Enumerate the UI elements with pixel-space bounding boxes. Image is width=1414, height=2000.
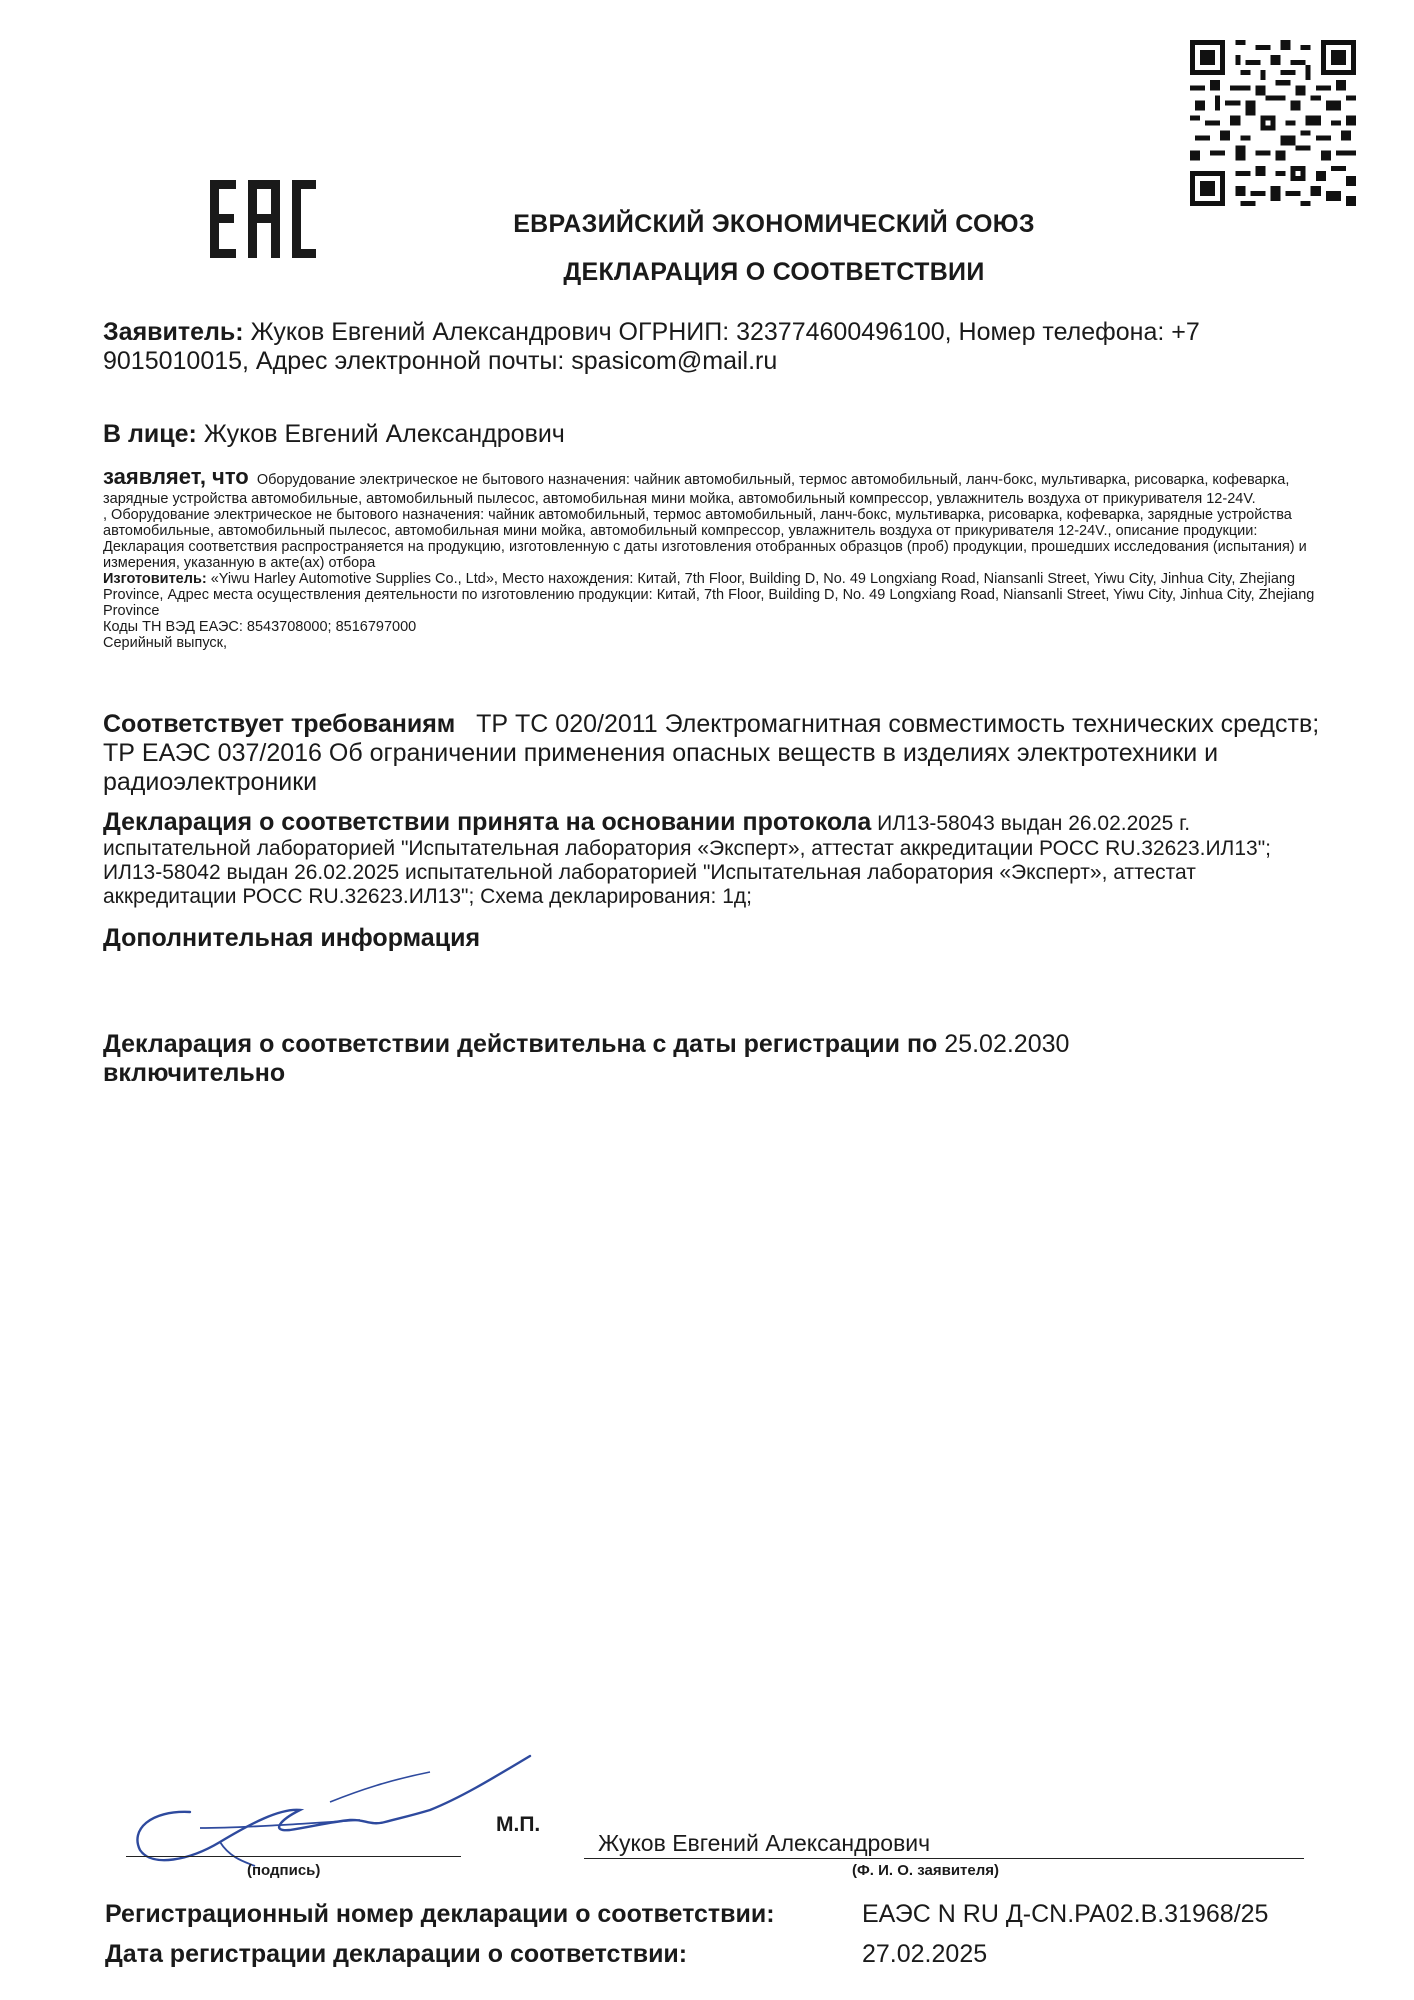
conform-label: Соответствует требованиям: [103, 710, 456, 738]
manufacturer-section: [103, 571, 1333, 619]
manufacturer-label: Изготовитель:: [103, 571, 207, 587]
validity-section: [103, 1030, 1333, 1088]
applicant-label: Заявитель:: [103, 318, 244, 346]
signatory-name: Жуков Евгений Александрович: [598, 1830, 931, 1856]
applicant-text: Жуков Евгений Александрович ОГРНИП: 323774600496100, Номер телефона: +7 9015010015, Адрес электронной почты: spasicom@mail.ru: [103, 318, 1200, 375]
basis-section: [103, 808, 1333, 909]
name-line: [584, 1858, 1304, 1859]
applicant-section: [103, 318, 1333, 376]
declares-section: [103, 462, 1333, 651]
registration-date: 27.02.2025: [862, 1940, 988, 1968]
person-text: Жуков Евгений Александрович: [203, 420, 565, 448]
product-description-2: , Оборудование электрическое не бытового назначения: чайник автомобильный, термос автомобильный, ланч-бокс, мультиварка, рисоварка, кофеварка, зарядные устройства автомобильные, автомобильный пылесос, автомобильная мини мойка, автомобильный компрессор, увлажнитель воздуха от прикуривателя 12-24V., описание продукции: Декларация соответствия распространяется на продукцию, изготовленную с даты изготовления отобранных образцов (проб) продукции, прошедших исследования (испытания) и измерения, указанную в акте(ах) отбора: [103, 507, 1307, 571]
handwritten-signature: [130, 1750, 570, 1870]
qr-code-icon: [1190, 40, 1356, 206]
additional-info-label: Дополнительная информация: [103, 924, 481, 952]
validity-suffix: включительно: [103, 1059, 286, 1087]
union-title: ЕВРАЗИЙСКИЙ ЭКОНОМИЧЕСКИЙ СОЮЗ: [513, 210, 1035, 238]
person-label: В лице:: [103, 420, 197, 448]
registration-number: ЕАЭС N RU Д-CN.РА02.В.31968/25: [862, 1900, 1269, 1928]
conform-section: [103, 710, 1333, 797]
name-caption: (Ф. И. О. заявителя): [852, 1862, 1000, 1879]
signature-line: [126, 1856, 461, 1857]
conform-text: ТР ТС 020/2011 Электромагнитная совместимость технических средств; ТР ЕАЭС 037/2016 Об ограничении применения опасных веществ в изделиях электротехники и радиоэлектроники: [103, 710, 1320, 796]
person-section: [103, 420, 1333, 449]
validity-label: Декларация о соответствии действительна с даты регистрации по: [103, 1030, 938, 1058]
validity-date: 25.02.2030: [944, 1030, 1070, 1058]
registration-date-label: Дата регистрации декларации о соответствии:: [105, 1940, 688, 1968]
stamp-placeholder: М.П.: [496, 1813, 541, 1836]
additional-info-section: [103, 924, 1333, 953]
document-title: ДЕКЛАРАЦИЯ О СООТВЕТСТВИИ: [563, 258, 985, 286]
product-description-1: Оборудование электрическое не бытового назначения: чайник автомобильный, термос автомобильный, ланч-бокс, мультиварка, рисоварка, кофеварка, зарядные устройства автомобильные, автомобильный пылесос, автомобильная мини мойка, автомобильный компрессор, увлажнитель воздуха от прикуривателя 12-24V.: [103, 472, 1290, 507]
declares-label: заявляет, что: [103, 464, 249, 489]
signature-caption: (подпись): [247, 1862, 321, 1879]
basis-label: Декларация о соответствии принята на основании протокола: [103, 808, 872, 836]
hs-codes: Коды ТН ВЭД ЕАЭС: 8543708000; 8516797000: [103, 619, 417, 635]
registration-number-label: Регистрационный номер декларации о соответствии:: [105, 1900, 775, 1928]
basis-text: ИЛ13-58043 выдан 26.02.2025 г. испытательной лабораторией "Испытательная лаборатория «Эксперт», аттестат аккредитации РОСС RU.32623.ИЛ13"; ИЛ13-58042 выдан 26.02.2025 испытательной лабораторией "Испытательная лаборатория «Эксперт», аттестат аккредитации РОСС RU.32623.ИЛ13"; Схема декларирования: 1д;: [103, 812, 1271, 908]
series-text: Серийный выпуск,: [103, 635, 228, 651]
manufacturer-text: «Yiwu Harley Automotive Supplies Co., Ltd», Место нахождения: Китай, 7th Floor, Building D, No. 49 Longxiang Road, Niansanli Street, Yiwu City, Jinhua City, Zhejiang Province, Адрес места осуществления деятельности по изготовлению продукции: Китай, 7th Floor, Building D, No. 49 Longxiang Road, Niansanli Street, Yiwu City, Jinhua City, Zhejiang Province: [103, 571, 1315, 619]
